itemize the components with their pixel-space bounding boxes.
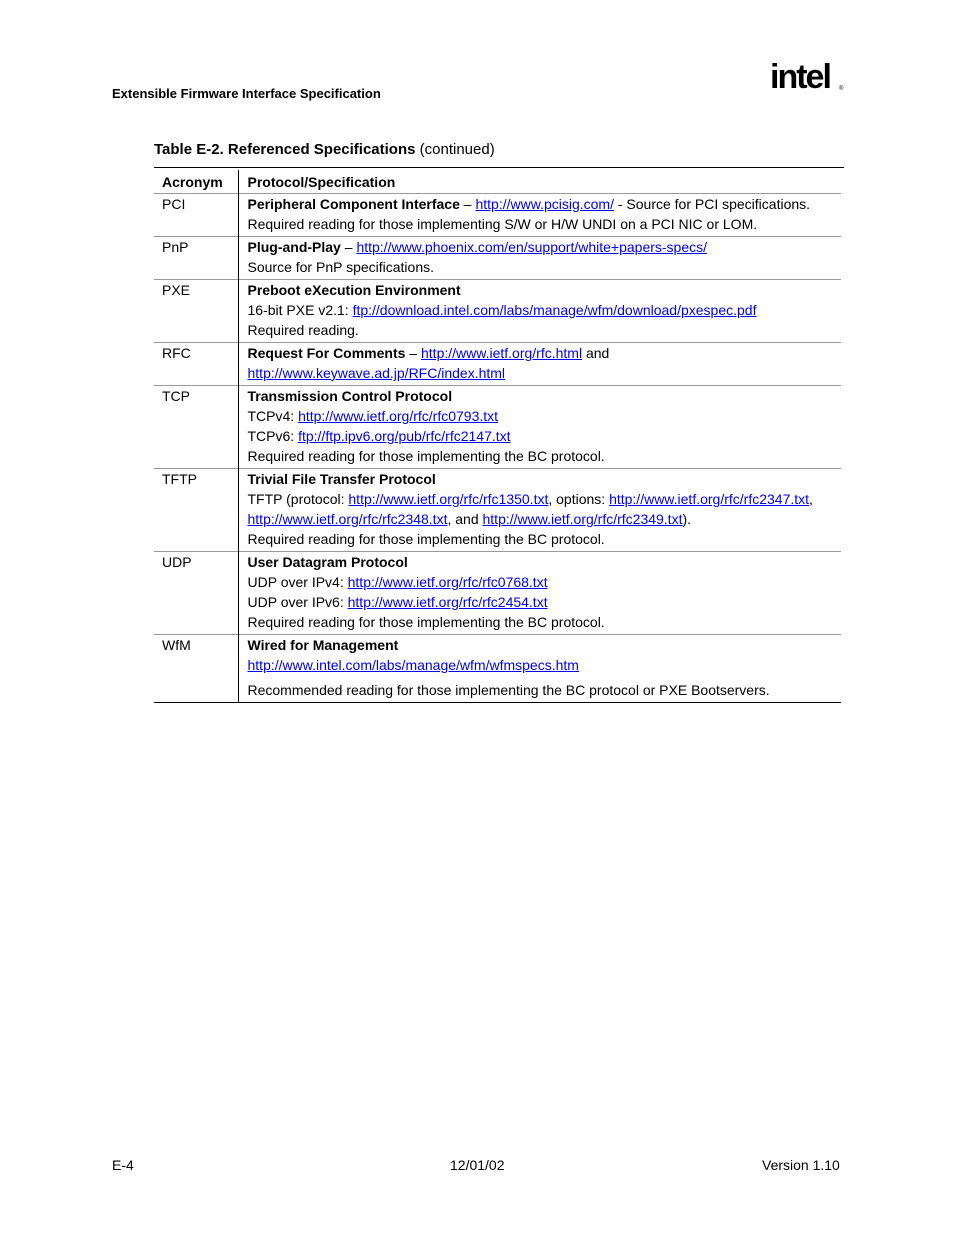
spec-text: and [582, 345, 610, 361]
spec-link[interactable]: http://www.ietf.org/rfc.html [421, 345, 583, 361]
spec-line [248, 321, 842, 340]
spec-text: , [809, 491, 813, 507]
table-caption-suffix: (continued) [415, 141, 495, 158]
spec-text: – [340, 239, 357, 255]
spec-heading: Trivial File Transfer Protocol [247, 471, 436, 487]
acronym-cell: PCI [154, 194, 238, 237]
acronym-cell: TFTP [154, 469, 238, 552]
spec-text: Required reading for those implementing the BC protocol. [247, 614, 605, 630]
spec-line [248, 490, 842, 509]
spec-cell [238, 194, 841, 237]
spec-text: Recommended reading for those implementing the BC protocol or PXE Bootservers. [247, 682, 770, 698]
spec-line [248, 238, 842, 257]
spec-line [248, 636, 842, 655]
svg-text:®: ® [839, 86, 844, 92]
logo-text: intel [770, 58, 830, 96]
spec-heading: User Datagram Protocol [247, 554, 408, 570]
spec-cell [238, 386, 841, 469]
spec-cell [238, 237, 841, 280]
spec-line [248, 530, 842, 549]
acronym-cell: RFC [154, 343, 238, 386]
spec-line [248, 447, 842, 466]
spec-text: UDP over IPv4: [247, 574, 348, 590]
spec-cell [238, 469, 841, 552]
spec-line [248, 593, 842, 612]
spec-heading: Transmission Control Protocol [247, 388, 453, 404]
spec-text: - Source for PCI specifications. [613, 196, 811, 212]
header-title: Extensible Firmware Interface Specification [112, 86, 381, 101]
spec-link[interactable]: ftp://ftp.ipv6.org/pub/rfc/rfc2147.txt [298, 428, 511, 444]
spec-link[interactable]: http://www.ietf.org/rfc/rfc2349.txt [482, 511, 683, 527]
spec-line [248, 364, 842, 383]
spec-link[interactable]: http://www.intel.com/labs/manage/wfm/wfmspecs.htm [247, 657, 579, 673]
spec-text: UDP over IPv6: [247, 594, 348, 610]
spec-cell [238, 280, 841, 343]
spec-link[interactable]: http://www.ietf.org/rfc/rfc2454.txt [347, 594, 548, 610]
spec-text: – [459, 196, 476, 212]
footer-page-number: E-4 [112, 1157, 134, 1173]
spec-link[interactable]: http://www.keywave.ad.jp/RFC/index.html [247, 365, 506, 381]
spec-line [248, 510, 842, 529]
spec-heading: Preboot eXecution Environment [247, 282, 461, 298]
spec-cell [238, 343, 841, 386]
spec-link[interactable]: http://www.phoenix.com/en/support/white+papers-specs/ [356, 239, 708, 255]
spec-line [248, 281, 842, 300]
table-caption [154, 141, 495, 158]
acronym-cell: PnP [154, 237, 238, 280]
spec-heading: Peripheral Component Interface [247, 196, 460, 212]
spec-link[interactable]: http://www.ietf.org/rfc/rfc2347.txt [609, 491, 810, 507]
spec-heading: Wired for Management [247, 637, 399, 653]
acronym-cell: WfM [154, 635, 238, 703]
spec-line [248, 215, 842, 234]
table-row [154, 280, 841, 343]
acronym-cell: UDP [154, 552, 238, 635]
spec-text: , options: [548, 491, 610, 507]
table-row [154, 343, 841, 386]
spec-heading: Plug-and-Play [247, 239, 341, 255]
spec-line [248, 427, 842, 446]
spec-text: Source for PnP specifications. [247, 259, 435, 275]
acronym-cell: PXE [154, 280, 238, 343]
spec-link[interactable]: http://www.ietf.org/rfc/rfc2348.txt [247, 511, 448, 527]
spec-text: Required reading for those implementing S/W or H/W UNDI on a PCI NIC or LOM. [247, 216, 758, 232]
table-header-row [154, 170, 841, 194]
spec-text: TCPv6: [247, 428, 299, 444]
spec-line [248, 407, 842, 426]
spec-line [248, 301, 842, 320]
spec-line [248, 573, 842, 592]
spec-text: 16-bit PXE v2.1: [247, 302, 353, 318]
spec-text: Required reading. [247, 322, 359, 338]
footer-version: Version 1.10 [762, 1157, 840, 1173]
spec-text: – [405, 345, 421, 361]
spec-text: ). [682, 511, 692, 527]
spec-line [248, 681, 842, 700]
table-row [154, 469, 841, 552]
table-row [154, 237, 841, 280]
spec-link[interactable]: http://www.ietf.org/rfc/rfc0768.txt [347, 574, 548, 590]
spec-text: TFTP (protocol: [247, 491, 349, 507]
table-row [154, 386, 841, 469]
spec-link[interactable]: ftp://download.intel.com/labs/manage/wfm/download/pxespec.pdf [352, 302, 757, 318]
spec-line [248, 553, 842, 572]
spec-cell [238, 635, 841, 703]
column-header-acronym: Acronym [154, 170, 238, 194]
spec-text: Required reading for those implementing the BC protocol. [247, 531, 605, 547]
spec-line [248, 656, 842, 675]
table-caption-label: Table E-2. Referenced Specifications [154, 141, 416, 158]
spec-heading: Request For Comments [247, 345, 406, 361]
table-row [154, 194, 841, 237]
referenced-specifications-table [154, 170, 841, 703]
spec-line [248, 258, 842, 277]
spec-line [248, 470, 842, 489]
spec-link[interactable]: http://www.ietf.org/rfc/rfc1350.txt [348, 491, 549, 507]
table-row [154, 552, 841, 635]
spec-link[interactable]: http://www.pcisig.com/ [475, 196, 614, 212]
spec-text: TCPv4: [247, 408, 299, 424]
spec-line [248, 344, 842, 363]
intel-logo-icon [768, 58, 848, 106]
column-header-spec: Protocol/Specification [247, 174, 396, 190]
acronym-cell: TCP [154, 386, 238, 469]
caption-rule [154, 167, 844, 168]
spec-cell [238, 552, 841, 635]
spec-line [248, 195, 842, 214]
table-row [154, 635, 841, 703]
spec-line [248, 613, 842, 632]
spec-line [248, 387, 842, 406]
table-body [154, 194, 841, 703]
footer-date: 12/01/02 [450, 1157, 505, 1173]
spec-link[interactable]: http://www.ietf.org/rfc/rfc0793.txt [298, 408, 499, 424]
spec-text: Required reading for those implementing the BC protocol. [247, 448, 605, 464]
spec-text: , and [447, 511, 483, 527]
